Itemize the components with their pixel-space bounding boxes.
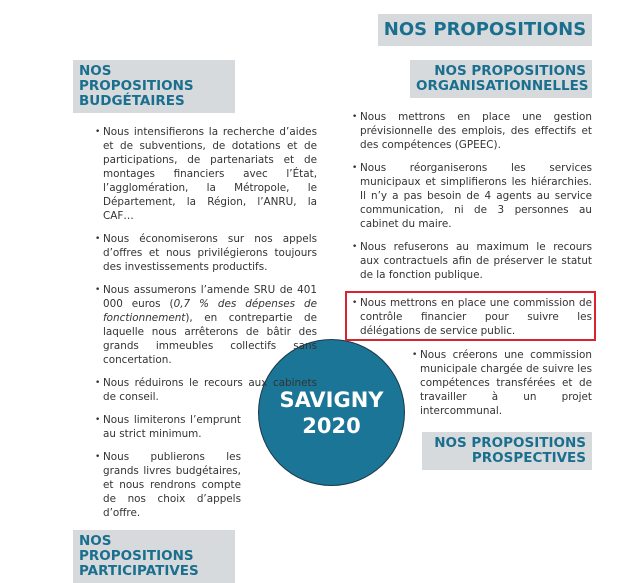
heading-line: PARTICIPATIVES — [79, 563, 199, 579]
italic-text: 0,7 % des dépenses de fonctionnement — [103, 298, 317, 324]
section-heading-prospectives — [422, 432, 592, 470]
column-organisationnelles — [345, 60, 596, 470]
badge-line: SAVIGNY — [279, 387, 384, 412]
list-item: • Nous créerons une commission municipale chargée de suivre les compétences transférées et de travailler à un projet intercommunal. — [412, 348, 592, 418]
list-item — [95, 283, 317, 367]
column-budgetaires — [73, 60, 317, 583]
list-item: • Nous refuserons au maximum le recours aux contractuels afin de préserver le statut de la fonction publique. — [352, 240, 592, 282]
section-heading-budgetaires — [73, 60, 235, 113]
badge-line: 2020 — [302, 413, 361, 438]
list-item: • Nous limiterons l’emprunt au strict minimum. — [95, 413, 241, 441]
text: ), en contrepartie de laquelle nous arrêterons de bâtir des grands immeubles collectifs sans concertation. — [103, 312, 317, 366]
heading-line: NOS PROPOSITIONS — [79, 63, 194, 94]
heading-line: NOS PROPOSITIONS — [434, 63, 586, 79]
list-item: • Nous publierons les grands livres budgétaires, et nous rendrons compte de nos choix d’appels d’offre. — [95, 450, 241, 520]
text: Nous assumerons l’amende SRU de 401 000 euros ( — [103, 284, 317, 310]
list-item: • Nous mettrons en place une gestion prévisionnelle des emplois, des effectifs et des compétences (GPEEC). — [352, 110, 592, 152]
highlight-box — [345, 291, 596, 341]
heading-line: NOS PROPOSITIONS — [434, 435, 586, 451]
list-item: • Nous économiserons sur nos appels d’offres et nous privilégierons toujours des investissements productifs. — [95, 232, 317, 274]
heading-line: PROSPECTIVES — [471, 450, 586, 466]
page-title: NOS PROPOSITIONS — [378, 14, 592, 46]
heading-line: BUDGÉTAIRES — [79, 93, 185, 109]
list-item: • Nous réorganiserons les services municipaux et simplifierons les hiérarchies. Il n’y a pas besoin de 4 agents au service communication, ni de 3 personnes au cabinet du maire. — [352, 161, 592, 231]
list-item: • Nous réduirons le recours aux cabinets de conseil. — [95, 376, 317, 404]
list-item-highlighted: • Nous mettrons en place une commission de contrôle financier pour suivre les délégations de service public. — [352, 296, 592, 338]
section-heading-participatives — [73, 530, 235, 583]
heading-line: NOS PROPOSITIONS — [79, 533, 194, 564]
list-item: • Nous intensifierons la recherche d’aides et de subventions, de dotations et de participations, de partenariats et de montages financiers avec l’État, l’agglomération, la Métropole, le Département, la Région, l’ANRU, la CAF… — [95, 125, 317, 223]
heading-line: ORGANISATIONNELLES — [416, 78, 589, 94]
section-heading-organisationnelles — [410, 60, 592, 98]
